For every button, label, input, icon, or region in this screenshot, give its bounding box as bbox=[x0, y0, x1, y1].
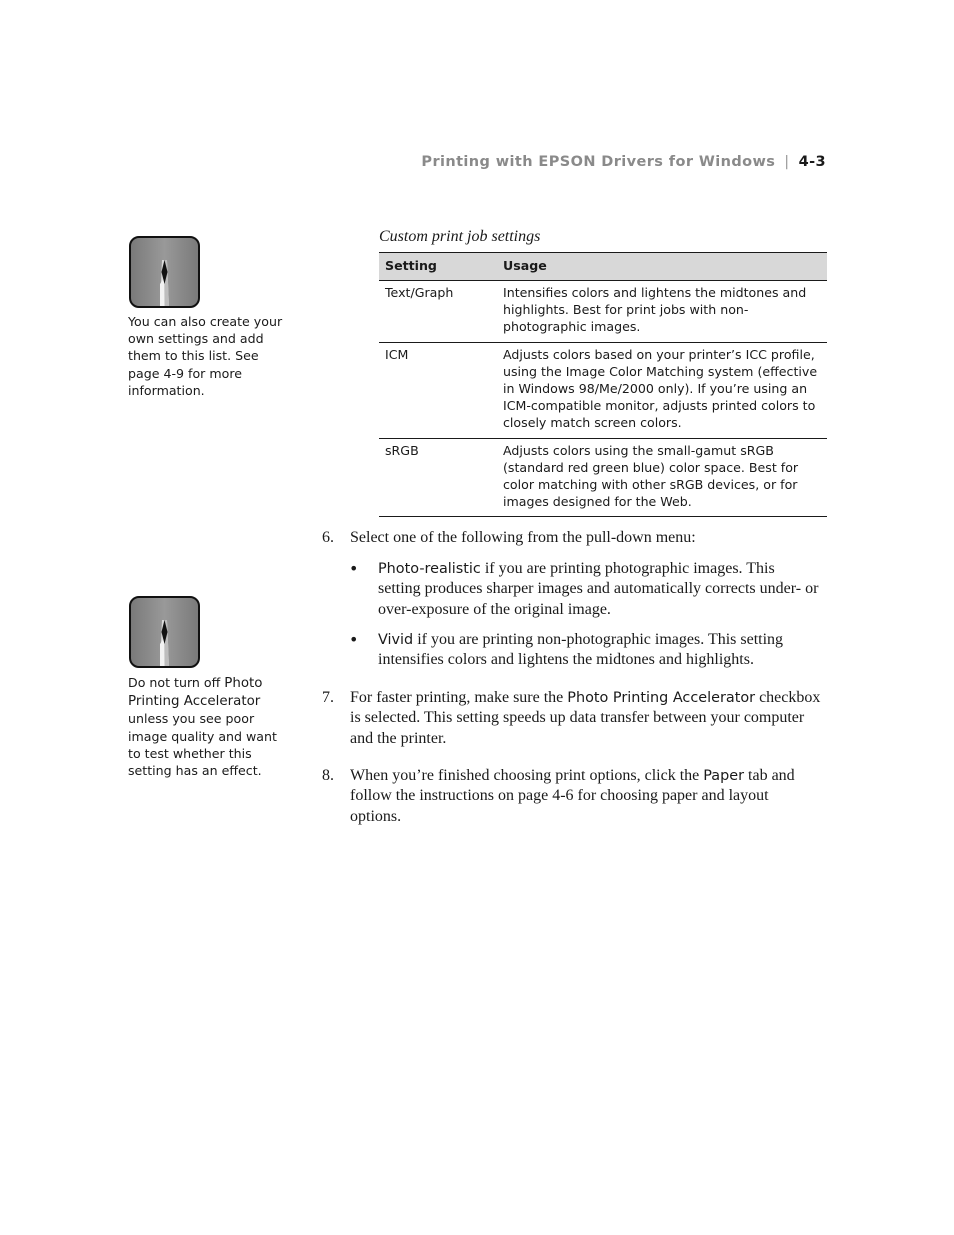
step-7 bbox=[322, 688, 822, 749]
bullet-vivid bbox=[349, 630, 821, 671]
step-text-after: tab and follow the instructions on page 4-6 for choosing paper and layout options. bbox=[350, 767, 795, 825]
note-text-before: Do not turn off bbox=[128, 675, 225, 690]
option-keyword: Paper bbox=[703, 768, 745, 784]
table-row bbox=[379, 438, 827, 517]
pencil-icon bbox=[129, 596, 200, 668]
bullet-text: if you are printing photographic images. This setting produces sharper images and automatically corrects under- or over-exposure of the original image. bbox=[378, 560, 819, 618]
step-number: 8. bbox=[322, 767, 334, 784]
bullet-dot: • bbox=[349, 630, 359, 649]
pencil-icon bbox=[129, 236, 200, 308]
option-keyword: Photo Printing Accelerator bbox=[567, 690, 756, 706]
sidebar-note-2 bbox=[128, 674, 290, 779]
option-keyword: Vivid bbox=[378, 632, 414, 648]
usage-cell: Adjusts colors based on your printer’s ICC profile, using the Image Color Matching system (effective in Windows 98/Me/2000 only). If you’re using an ICM-compatible monitor, adjusts printed colors to closely match screen colors. bbox=[497, 342, 827, 438]
column-header-usage: Usage bbox=[497, 253, 827, 281]
header-separator: | bbox=[784, 154, 790, 170]
setting-cell: ICM bbox=[379, 342, 497, 438]
usage-cell: Intensifies colors and lightens the midtones and highlights. Best for print jobs with non-photographic images. bbox=[497, 281, 827, 343]
page-number: 4-3 bbox=[798, 154, 826, 170]
step-text: Select one of the following from the pull-down menu: bbox=[350, 529, 696, 546]
step-8 bbox=[322, 766, 822, 827]
setting-cell: sRGB bbox=[379, 438, 497, 517]
table-caption: Custom print job settings bbox=[379, 228, 541, 245]
running-header bbox=[421, 154, 826, 170]
step-text-before: When you’re finished choosing print options, click the bbox=[350, 767, 704, 784]
step-number: 6. bbox=[322, 529, 334, 546]
step-number: 7. bbox=[322, 689, 334, 706]
table-header-row bbox=[379, 253, 827, 281]
step-6 bbox=[322, 528, 822, 548]
option-keyword: Photo-realistic bbox=[378, 561, 481, 577]
chapter-title: Printing with EPSON Drivers for Windows bbox=[421, 154, 776, 170]
bullet-dot: • bbox=[349, 559, 359, 578]
step-text-before: For faster printing, make sure the bbox=[350, 689, 568, 706]
column-header-setting: Setting bbox=[379, 253, 497, 281]
note-text-after: unless you see poor image quality and want to test whether this setting has an effect. bbox=[128, 711, 277, 779]
step-text-after: checkbox is selected. This setting speeds up data transfer between your computer and the printer. bbox=[350, 689, 821, 747]
note-keyword: Photo Printing Accelerator bbox=[128, 676, 263, 710]
usage-cell: Adjusts colors using the small-gamut sRGB (standard red green blue) color space. Best for color matching with other sRGB devices, or for images designed for the Web. bbox=[497, 438, 827, 517]
table-row bbox=[379, 342, 827, 438]
bullet-photo-realistic bbox=[349, 559, 821, 620]
sidebar-note-1: You can also create your own settings and add them to this list. See page 4-9 for more information. bbox=[128, 314, 283, 398]
table-row bbox=[379, 281, 827, 343]
bullet-text: if you are printing non-photographic images. This setting intensifies colors and lightens the midtones and highlights. bbox=[378, 631, 784, 669]
settings-table bbox=[379, 252, 827, 517]
setting-cell: Text/Graph bbox=[379, 281, 497, 343]
